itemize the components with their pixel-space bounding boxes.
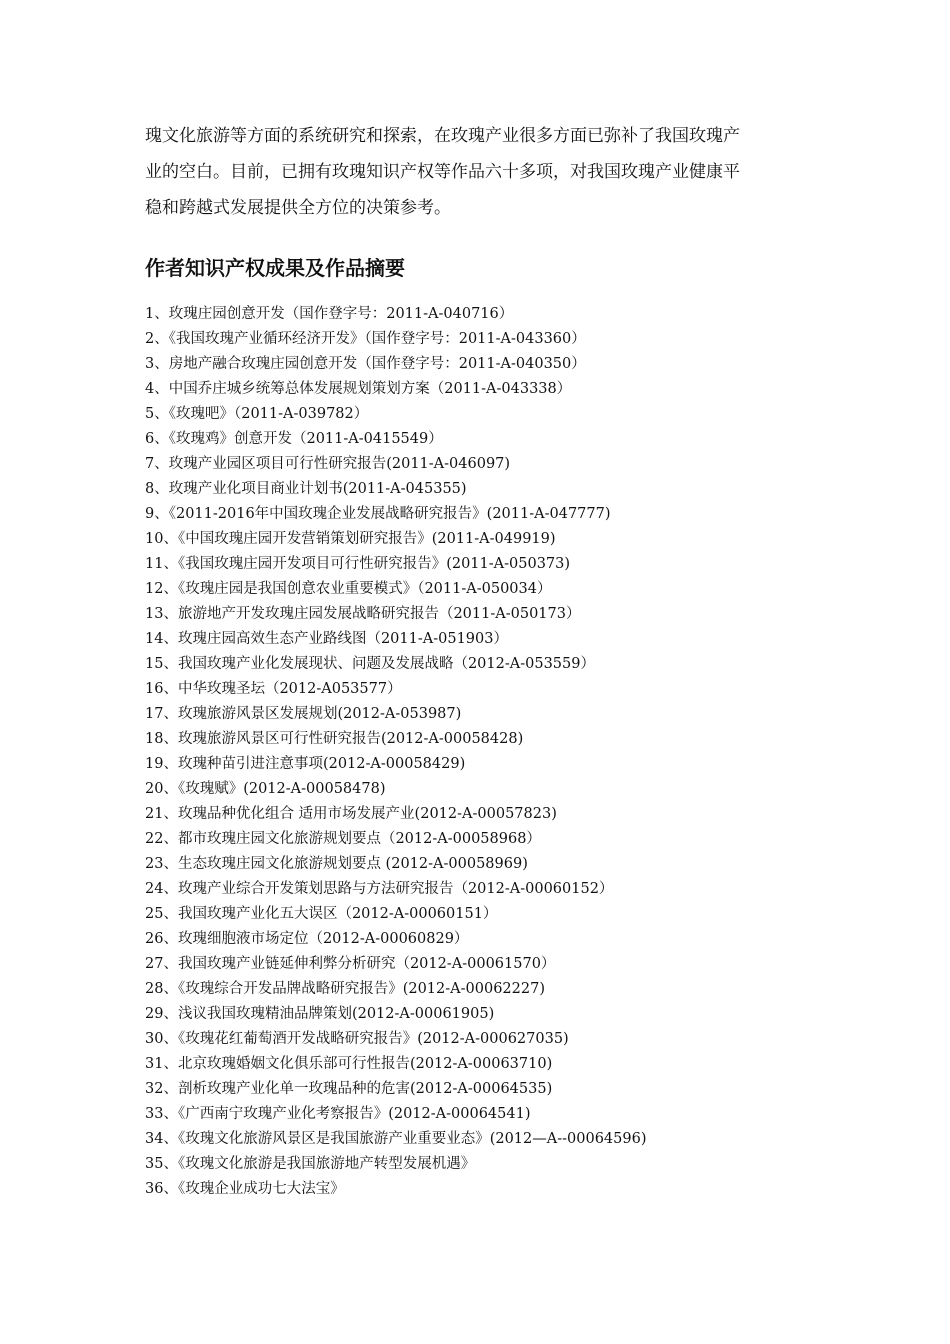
list-item: 30、《玫瑰花红葡萄酒开发战略研究报告》(2012-A-000627035): [145, 1031, 569, 1047]
list-item: 28、《玫瑰综合开发品牌战略研究报告》(2012-A-00062227): [145, 981, 545, 997]
intro-line: 业的空白。目前，已拥有玫瑰知识产权等作品六十多项，对我国玫瑰产业健康平: [145, 162, 740, 182]
list-item: 7、玫瑰产业园区项目可行性研究报告(2011-A-046097): [145, 456, 511, 472]
list-item: 5、《玫瑰吧》（2011-A-039782）: [145, 406, 369, 422]
list-item: 20、《玫瑰赋》(2012-A-00058478): [145, 781, 386, 797]
list-item: 8、玫瑰产业化项目商业计划书(2011-A-045355): [145, 481, 467, 497]
list-item: 36、《玫瑰企业成功七大法宝》: [145, 1181, 345, 1197]
intro-line: 稳和跨越式发展提供全方位的决策参考。: [145, 198, 451, 218]
list-item: 14、玫瑰庄园高效生态产业路线图（2011-A-051903）: [145, 631, 508, 647]
intro-paragraph: [145, 118, 825, 226]
list-item: 6、《玫瑰鸡》创意开发（2011-A-0415549）: [145, 431, 443, 447]
list-item: 22、都市玫瑰庄园文化旅游规划要点（2012-A-00058968）: [145, 831, 541, 847]
list-item: 13、旅游地产开发玫瑰庄园发展战略研究报告（2011-A-050173）: [145, 606, 581, 622]
list-item: 1、玫瑰庄园创意开发（国作登字号：2011-A-040716）: [145, 306, 514, 322]
list-item: 9、《2011-2016年中国玫瑰企业发展战略研究报告》(2011-A-047777): [145, 506, 611, 522]
list-item: 32、剖析玫瑰产业化单一玫瑰品种的危害(2012-A-00064535): [145, 1081, 553, 1097]
list-item: 17、玫瑰旅游风景区发展规划(2012-A-053987): [145, 706, 462, 722]
list-item: 24、玫瑰产业综合开发策划思路与方法研究报告（2012-A-00060152）: [145, 881, 614, 897]
works-list: [145, 302, 845, 1202]
list-item: 34、《玫瑰文化旅游风景区是我国旅游产业重要业态》(2012—A--00064596): [145, 1131, 647, 1147]
intro-line: 瑰文化旅游等方面的系统研究和探索，在玫瑰产业很多方面已弥补了我国玫瑰产: [145, 126, 740, 146]
list-item: 33、《广西南宁玫瑰产业化考察报告》(2012-A-00064541): [145, 1106, 531, 1122]
list-item: 4、中国乔庄城乡统筹总体发展规划策划方案（2011-A-043338）: [145, 381, 572, 397]
list-item: 12、《玫瑰庄园是我国创意农业重要模式》（2011-A-050034）: [145, 581, 552, 597]
list-item: 31、北京玫瑰婚姻文化俱乐部可行性报告(2012-A-00063710): [145, 1056, 553, 1072]
list-item: 25、我国玫瑰产业化五大误区（2012-A-00060151）: [145, 906, 498, 922]
list-item: 11、《我国玫瑰庄园开发项目可行性研究报告》(2011-A-050373): [145, 556, 571, 572]
list-item: 18、玫瑰旅游风景区可行性研究报告(2012-A-00058428): [145, 731, 524, 747]
section-heading: 作者知识产权成果及作品摘要: [145, 256, 405, 280]
list-item: 35、《玫瑰文化旅游是我国旅游地产转型发展机遇》: [145, 1156, 476, 1172]
list-item: 27、我国玫瑰产业链延伸利弊分析研究（2012-A-00061570）: [145, 956, 556, 972]
list-item: 23、生态玫瑰庄园文化旅游规划要点 (2012-A-00058969): [145, 856, 528, 872]
list-item: 16、中华玫瑰圣坛（2012-A053577）: [145, 681, 402, 697]
list-item: 10、《中国玫瑰庄园开发营销策划研究报告》(2011-A-049919): [145, 531, 556, 547]
list-item: 21、玫瑰品种优化组合 适用市场发展产业(2012-A-00057823): [145, 806, 557, 822]
list-item: 29、浅议我国玫瑰精油品牌策划(2012-A-00061905): [145, 1006, 495, 1022]
list-item: 15、我国玫瑰产业化发展现状、问题及发展战略（2012-A-053559）: [145, 656, 595, 672]
list-item: 2、《我国玫瑰产业循环经济开发》（国作登字号：2011-A-043360）: [145, 331, 586, 347]
list-item: 19、玫瑰种苗引进注意事项(2012-A-00058429): [145, 756, 466, 772]
list-item: 3、房地产融合玫瑰庄园创意开发（国作登字号：2011-A-040350）: [145, 356, 586, 372]
list-item: 26、玫瑰细胞液市场定位（2012-A-00060829）: [145, 931, 469, 947]
